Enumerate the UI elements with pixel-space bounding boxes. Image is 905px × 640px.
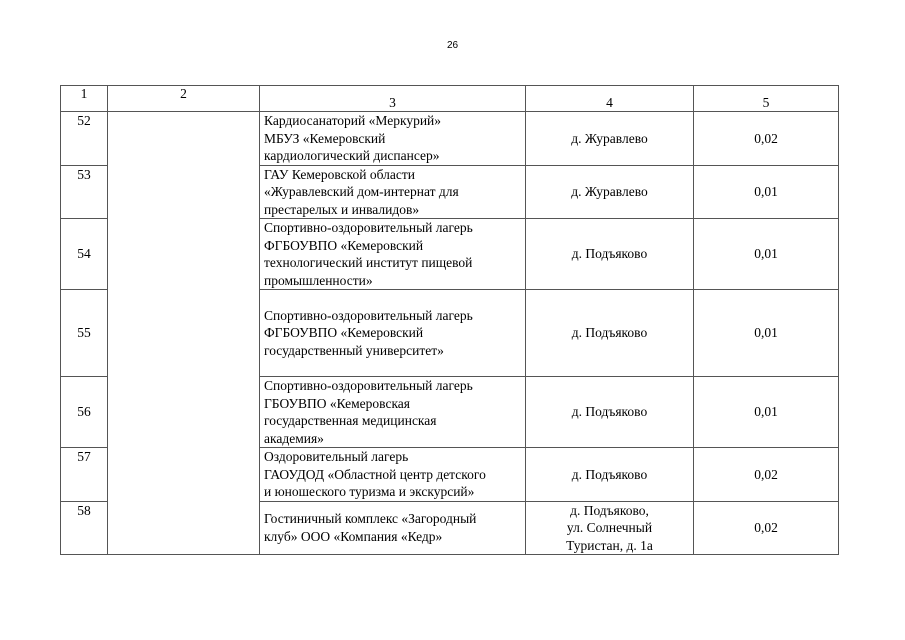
facility-location [526, 219, 694, 290]
facility-name-line: Спортивно-оздоровительный лагерь [264, 378, 473, 393]
facility-location-line: Туристан, д. 1а [566, 537, 653, 553]
facility-name [260, 165, 526, 219]
row-number: 54 [61, 219, 108, 290]
facility-name [260, 501, 526, 555]
merged-column-2-cell [108, 112, 260, 555]
facility-location [526, 165, 694, 219]
facility-location-line: д. Подъяково [571, 325, 648, 341]
facility-name-line: промышленности» [264, 272, 373, 288]
facility-location-line: д. Журавлево [571, 184, 648, 199]
facility-name-line: государственный университет» [264, 342, 444, 358]
facility-value: 0,01 [694, 219, 839, 290]
facility-name-line: государственная медицинская [264, 413, 437, 428]
facility-name-line: технологический институт пищевой [264, 255, 473, 270]
header-cell-1: 1 [61, 86, 108, 112]
facility-name-line: престарелых и инвалидов» [264, 201, 420, 217]
facility-name [260, 448, 526, 502]
facility-name-line: ГБОУВПО «Кемеровская [264, 395, 411, 411]
facility-location [526, 448, 694, 502]
facility-location [526, 112, 694, 166]
facility-name [260, 219, 526, 290]
facility-name [260, 290, 526, 377]
row-number: 55 [61, 290, 108, 377]
facility-name-line: ГАОУДОД «Областной центр детского [264, 466, 486, 482]
header-cell-4: 4 [526, 86, 694, 112]
facility-name-line: Спортивно-оздоровительный лагерь [264, 307, 473, 323]
facility-value: 0,02 [694, 112, 839, 166]
facility-name-line: «Журавлевский дом-интернат для [264, 184, 459, 199]
header-cell-3: 3 [260, 86, 526, 112]
facility-location-line: д. Подъяково [571, 246, 648, 262]
row-number: 53 [61, 165, 108, 219]
header-cell-5: 5 [694, 86, 839, 112]
facility-name-line: МБУЗ «Кемеровский [264, 130, 386, 146]
facility-name-line: академия» [264, 430, 324, 446]
facility-name-line: ГАУ Кемеровской области [264, 166, 415, 182]
page-number: 26 [446, 40, 459, 51]
facility-name-line: кардиологический диспансер» [264, 148, 440, 163]
facility-name-line: клуб» ООО «Компания «Кедр» [264, 528, 443, 544]
facility-location-line: д. Подъяково [571, 466, 648, 482]
row-number: 57 [61, 448, 108, 502]
row-number: 52 [61, 112, 108, 166]
row-number: 56 [61, 377, 108, 448]
facility-location [526, 377, 694, 448]
facility-value: 0,01 [694, 377, 839, 448]
facility-location-line: ул. Солнечный [566, 520, 653, 535]
facility-location-line: д. Подъяково, [570, 502, 649, 518]
facilities-table [60, 85, 839, 555]
facility-location-line: д. Подъяково [571, 404, 648, 420]
facility-value: 0,02 [694, 448, 839, 502]
facility-name-line: Оздоровительный лагерь [264, 449, 409, 464]
facility-name-line: Кардиосанаторий «Меркурий» [264, 113, 442, 128]
facility-name-line: ФГБОУВПО «Кемеровский [264, 237, 424, 253]
facility-name [260, 112, 526, 166]
facility-name-line: ФГБОУВПО «Кемеровский [264, 325, 424, 341]
facility-name-line: и юношеского туризма и экскурсий» [264, 484, 475, 499]
facility-location [526, 290, 694, 377]
header-cell-2: 2 [108, 86, 260, 112]
facility-value: 0,01 [694, 165, 839, 219]
facility-name-line: Спортивно-оздоровительный лагерь [264, 220, 473, 235]
row-number: 58 [61, 501, 108, 555]
facility-location [526, 501, 694, 555]
facility-location-line: д. Журавлево [571, 130, 648, 146]
facility-value: 0,01 [694, 290, 839, 377]
facility-name [260, 377, 526, 448]
table-header-row [61, 86, 839, 112]
facility-name-line: Гостиничный комплекс «Загородный [264, 511, 477, 527]
facility-value: 0,02 [694, 501, 839, 555]
table-row [61, 112, 839, 166]
